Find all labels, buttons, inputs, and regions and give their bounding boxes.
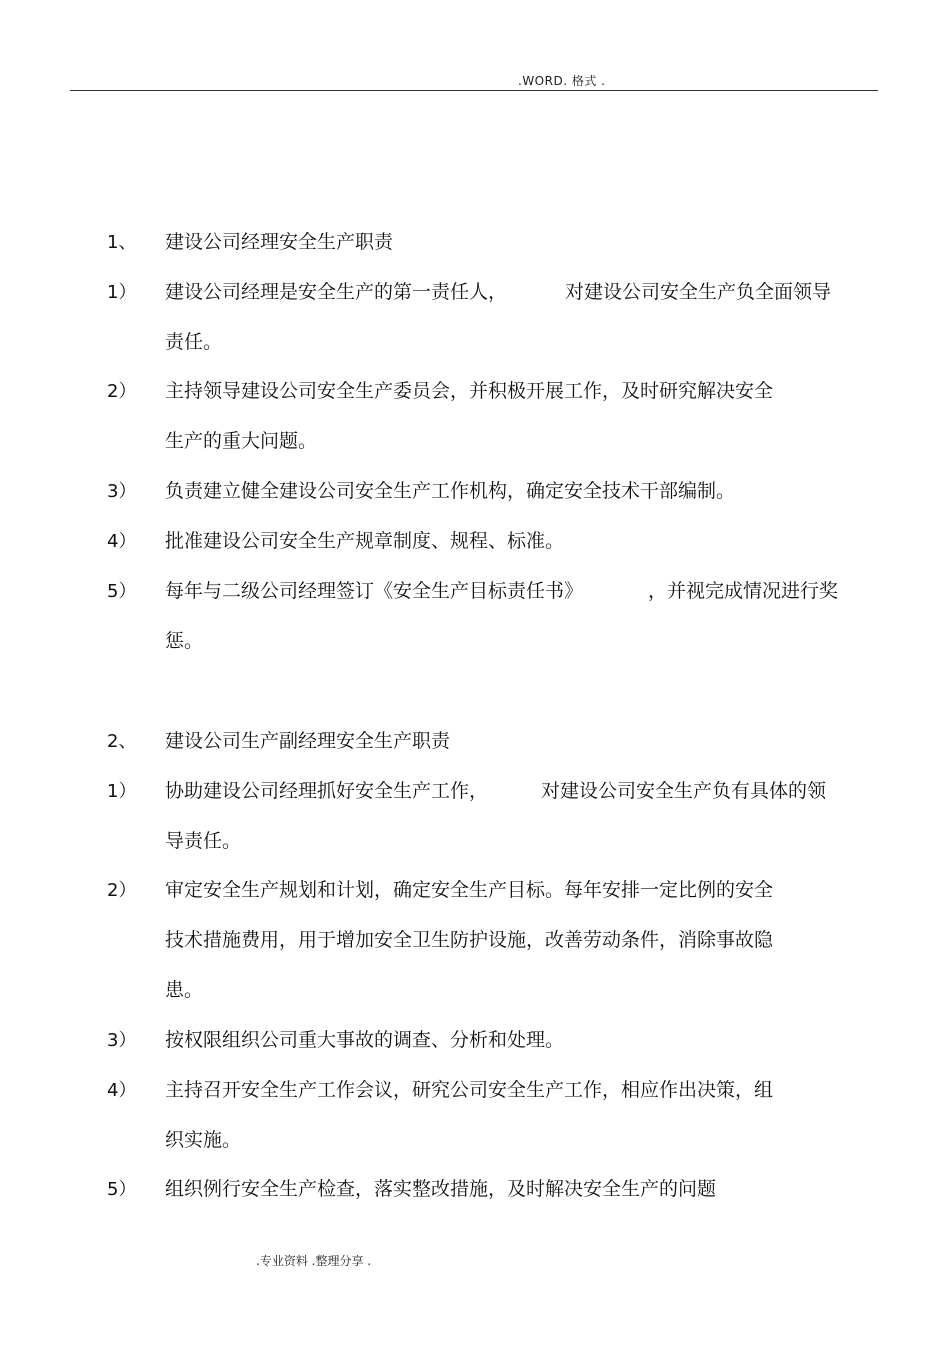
item-number: 5） <box>107 1179 137 1200</box>
item-text: 技术措施费用，用于增加安全卫生防护设施，改善劳动条件，消除事故隐 <box>165 929 774 951</box>
item-text: 惩。 <box>165 630 204 652</box>
item-text: 对建设公司安全生产负全面领导 <box>565 281 832 303</box>
item-text: 批准建设公司安全生产规章制度、规程、标准。 <box>165 530 565 552</box>
section-title: 建设公司生产副经理安全生产职责 <box>165 730 451 752</box>
item-text: 建设公司经理是安全生产的第一责任人， <box>165 281 508 303</box>
section-number: 1、 <box>107 232 137 253</box>
footer-text: .专业资料 .整理分享 . <box>256 1254 372 1268</box>
item-number: 3） <box>107 1030 137 1051</box>
item-text: 织实施。 <box>165 1129 242 1151</box>
item-number: 2） <box>107 381 137 402</box>
item-text: 生产的重大问题。 <box>165 430 318 452</box>
item-text: 责任。 <box>165 331 223 353</box>
item-text: 主持领导建设公司安全生产委员会，并积极开展工作，及时研究解决安全 <box>165 380 774 402</box>
item-text: 负责建立健全建设公司安全生产工作机构，确定安全技术干部编制。 <box>165 480 736 502</box>
item-text: 协助建设公司经理抓好安全生产工作， <box>165 780 489 802</box>
item-number: 5） <box>107 581 137 602</box>
item-number: 4） <box>107 1080 137 1101</box>
item-text: ，并视完成情况进行奖 <box>648 580 839 602</box>
item-text: 导责任。 <box>165 830 242 852</box>
item-text: 按权限组织公司重大事故的调查、分析和处理。 <box>165 1029 565 1051</box>
item-number: 1） <box>107 282 137 303</box>
item-text: 患。 <box>165 979 204 1001</box>
item-text: 对建设公司安全生产负有具体的领 <box>541 780 827 802</box>
section-title: 建设公司经理安全生产职责 <box>165 231 394 253</box>
item-number: 4） <box>107 531 137 552</box>
item-text: 主持召开安全生产工作会议，研究公司安全生产工作，相应作出决策，组 <box>165 1079 774 1101</box>
header-text: .WORD. 格式 . <box>518 74 606 88</box>
item-text: 组织例行安全生产检查，落实整改措施，及时解决安全生产的问题 <box>165 1178 717 1200</box>
item-text: 每年与二级公司经理签订《安全生产目标责任书》 <box>165 580 584 602</box>
item-text: 审定安全生产规划和计划，确定安全生产目标。每年安排一定比例的安全 <box>165 879 774 901</box>
header-divider <box>70 90 878 91</box>
item-number: 2） <box>107 880 137 901</box>
section-number: 2、 <box>107 731 137 752</box>
item-number: 3） <box>107 481 137 502</box>
item-number: 1） <box>107 781 137 802</box>
